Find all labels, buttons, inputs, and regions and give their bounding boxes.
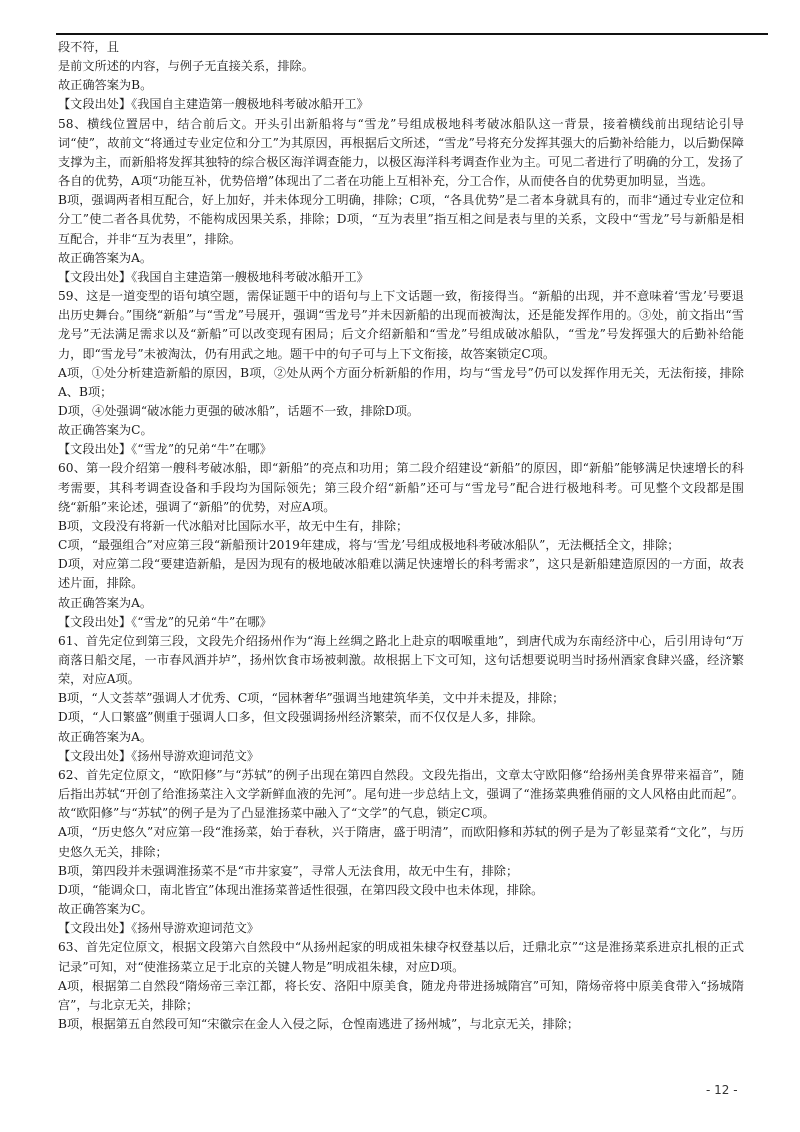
source-line: 【文段出处】《扬州导游欢迎词范文》 [58,748,260,763]
answer-line: 故正确答案为C。 [58,423,153,438]
text-line: D项，④处强调“破冰能力更强的破冰船”，话题不一致，排除D项。 [58,403,420,418]
text-line: B项，第四段并未强调淮扬菜不是“市井家宴”，寻常人无法食用，故无中生有，排除； [58,863,519,878]
question-58: 58、横线位置居中，结合前后文。开头引出新船将与“雪龙”号组成极地科考破冰船队这一背景，接着横线前出现结论引导词“使”，故前文“将通过专业定位和分工”为其原因，再根据后文所述，“雪龙”号将充分发挥其强大的后勤补给能力，以后勤保障支撑为主，而新船将发挥其独特的综合极区海洋调查能力，以极区海洋科考调查作业为主。可见二者进行了明确的分工，发扬了各自的优势，A项“功能互补，优势倍增”体现出了二者在功能上互相补充，分工合作，从而使各自的优势更加明显，当选。 [58,116,744,189]
text-line: B项，文段没有将新一代冰船对比国际水平，故无中生有，排除； [58,518,409,533]
answer-line: 故正确答案为A。 [58,595,153,610]
text-line: B项，强调两者相互配合，好上加好，并未体现分工明确，排除；C项，“各具优势”是二者本身就具有的，而非“通过专业定位和分工”使二者各具优势，不能构成因果关系，排除；D项，“互为表里”指互相之间是表与里的关系，文段中“雪龙”号与新船是相互配合，并非“互为表里”，排除。 [58,193,744,246]
source-line: 【文段出处】《扬州导游欢迎词范文》 [58,921,260,936]
header-rule [56,33,768,35]
text-line: D项，对应第二段“要建造新船，是因为现有的极地破冰船难以满足快速增长的科考需求”，这只是新船建造原因的一方面，故表述片面，排除。 [58,557,744,591]
question-61: 61、首先定位到第三段，文段先介绍扬州作为“海上丝绸之路北上赴京的咽喉重地”，到唐代成为东南经济中心，后引用诗句“万商落日船交尾，一市春风酒并垆”，扬州饮食市场被刺激。故根据上下文可知，这句话想要说明当时扬州酒家食肆兴盛，经济繁荣，对应A项。 [58,633,744,687]
question-59: 59、这是一道变型的语句填空题，需保证题干中的语句与上下文话题一致，衔接得当。“新船的出现，并不意味着‘雪龙’号要退出历史舞台。”围绕“新船”与“雪龙”号展开，强调“雪龙号”并未因新船的出现而被淘汰，还是能发挥作用的。③处，前文指出“雪龙号”无法满足需求以及“新船”可以改变现有困局；后文介绍新船和“雪龙”号组成破冰船队，“雪龙”号发挥强大的后勤补给能力，即“雪龙号”未被淘汰，仍有用武之地。题干中的句子可与上下文衔接，故答案锁定C项。 [58,289,744,361]
source-line: 【文段出处】《“雪龙”的兄弟“牛”在哪》 [58,442,272,457]
text-line: 段不符，且 [58,40,119,54]
text-line: D项，“能调众口，南北皆宜”体现出淮扬菜普适性很强，在第四段文段中也未体现，排除。 [58,882,544,897]
answer-line: 故正确答案为A。 [58,250,153,265]
text-line: D项，“人口繁盛”侧重于强调人口多，但文段强调扬州经济繁荣，而不仅仅是人多，排除。 [58,710,544,725]
text-line: A项，“历史悠久”对应第一段“淮扬菜，始于春秋，兴于隋唐，盛于明清”，而欧阳修和苏轼的例子是为了彰显菜肴“文化”，与历史悠久无关，排除； [58,825,744,859]
text-line: B项，根据第五自然段可知“宋徽宗在金人入侵之际，仓惶南逃进了扬州城”，与北京无关，排除； [58,1016,580,1031]
question-63: 63、首先定位原文，根据文段第六自然段中“从扬州起家的明成祖朱棣夺权登基以后，迁鼎北京”“这是淮扬菜系进京扎根的正式记录”可知，对“使淮扬菜立足于北京的关键人物是”明成祖朱棣，对应D项。 [58,940,744,974]
text-line: 是前文所述的内容，与例子无直接关系，排除。 [58,59,314,74]
question-60: 60、第一段介绍第一艘科考破冰船，即“新船”的亮点和功用；第二段介绍建设“新船”的原因，即“新船”能够满足快速增长的科考需要，其科考调查设备和手段均为国际领先；第三段介绍“新船”还可与“雪龙号”配合进行极地科考。可见整个文段都是围绕“新船”来论述，强调了“新船”的优势，对应A项。 [58,461,744,514]
text-line: A项，①处分析建造新船的原因，B项，②处从两个方面分析新船的作用，均与“雪龙号”仍可以发挥作用无关，无法衔接，排除A、B项； [58,365,744,399]
text-line: B项，“人文荟萃”强调人才优秀、C项，“园林奢华”强调当地建筑华美，文中并未提及，排除； [58,691,565,706]
answer-line: 故正确答案为C。 [58,902,153,917]
source-line: 【文段出处】《我国自主建造第一艘极地科考破冰船开工》 [58,269,369,284]
text-line: A项，根据第二自然段“隋炀帝三幸江都，将长安、洛阳中原美食，随龙舟带进扬城隋宫”可知，隋炀帝将中原美食带入“扬城隋宫”，与北京无关，排除； [58,978,744,1012]
source-line: 【文段出处】《“雪龙”的兄弟“牛”在哪》 [58,614,272,629]
page-number: - 12 - [706,1083,738,1097]
document-body [58,38,744,1034]
answer-line: 故正确答案为A。 [58,729,153,744]
answer-line: 故正确答案为B。 [58,78,153,93]
text-line: C项，“最强组合”对应第三段“新船预计2019年建成，将与‘雪龙’号组成极地科考破冰船队”，无法概括全文，排除； [58,538,680,553]
source-line: 【文段出处】《我国自主建造第一艘极地科考破冰船开工》 [58,97,369,112]
question-62: 62、首先定位原文，“欧阳修”与“苏轼”的例子出现在第四自然段。文段先指出，文章太守欧阳修“给扬州美食界带来福音”，随后指出苏轼“开创了给淮扬菜注入文学新鲜血液的先河”。尾句进一步总结上文，强调了“淮扬菜典雅俏丽的文人风格由此而起”。故“欧阳修”与“苏轼”的例子是为了凸显淮扬菜中融入了“文学”的气息，锁定C项。 [58,767,744,821]
